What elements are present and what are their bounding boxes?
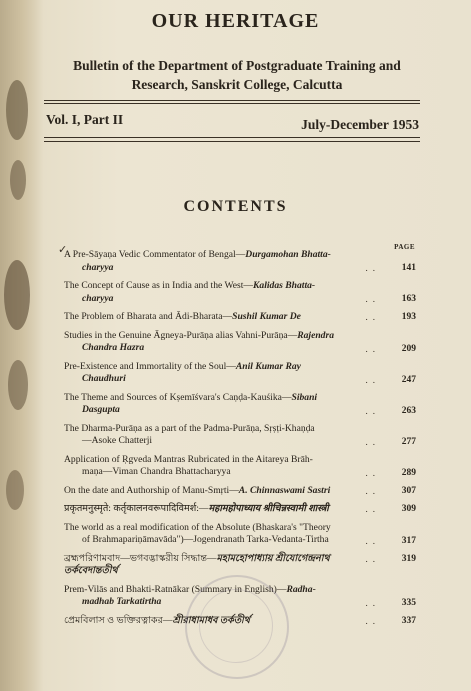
toc-entry-continuation	[64, 293, 416, 306]
page-number: 141	[401, 263, 416, 273]
article-author: Radha-	[286, 583, 316, 595]
toc-entry-title	[64, 249, 416, 262]
page-number: 289	[401, 467, 416, 478]
volume-label: Vol. I, Part II	[46, 112, 124, 127]
page-number: 163	[401, 294, 416, 304]
article-title: Prem-Vilās and Bhakti-Ratnākar (Summary in English)—	[64, 583, 287, 595]
article-title: ব্রহ্মপরিণামবাদ—ভগবদ্ভাস্করীয় সিদ্ধান্ত—	[64, 552, 217, 564]
toc-entry-continuation	[64, 435, 416, 448]
toc-entry-title	[64, 311, 416, 324]
stain	[4, 260, 30, 330]
leader-dots: ..	[365, 312, 380, 322]
article-title: Application of Ṛgveda Mantras Rubricated in the Aitareya Brāh-	[64, 453, 313, 465]
page-number: 263	[401, 405, 416, 416]
article-title: প্রেমবিলাস ও ভক্তিরত্নাকর—	[64, 614, 173, 626]
divider	[44, 103, 420, 104]
article-author: Kalidas Bhatta-	[253, 280, 316, 291]
toc-entry	[64, 454, 416, 479]
article-author: Durgamohan Bhatta-	[245, 249, 331, 260]
leader-dots: ..	[365, 405, 380, 416]
article-title: The Dharma-Purāṇa as a part of the Padma-Purāṇa, Sṛṣṭi-Khaṇḍa	[64, 422, 315, 434]
article-title: The world as a real modification of the Absolute (Bhaskara's "Theory	[64, 521, 331, 533]
pencil-mark: ✓	[58, 244, 68, 256]
toc-entry	[64, 503, 416, 516]
toc-entry-title	[64, 503, 416, 516]
entry-continuation-text: Chaudhuri	[82, 373, 126, 384]
leader-dots: ..	[365, 504, 380, 514]
page-number: 319	[401, 553, 416, 564]
toc-entry-title	[64, 330, 416, 343]
toc-entry-title	[64, 553, 416, 578]
article-author: A. Chinnaswami Sastri	[238, 484, 331, 496]
toc-entry-title	[64, 392, 416, 405]
toc-entry-title	[64, 485, 416, 498]
toc-entry	[64, 485, 416, 498]
entry-continuation-text: Dasgupta	[82, 404, 120, 415]
page-number: 209	[401, 343, 416, 354]
divider	[44, 100, 420, 101]
toc-entry-continuation	[64, 373, 416, 386]
article-title: Pre-Existence and Immortality of the Soul—	[64, 360, 236, 372]
entry-continuation-text: charyya	[82, 292, 114, 304]
article-title: The Problem of Bharata and Ādi-Bharata—	[64, 311, 233, 322]
contents-heading: CONTENTS	[183, 198, 288, 215]
leader-dots: ..	[365, 615, 380, 626]
issue-date: July-December 1953	[301, 117, 419, 132]
page-number: 247	[401, 374, 416, 385]
article-title: Studies in the Genuine Āgneya-Purāṇa alias Vahni-Purāṇa—	[64, 329, 298, 341]
page-number: 309	[401, 504, 416, 514]
article-author: Sibani	[291, 391, 318, 403]
divider	[44, 141, 420, 142]
leader-dots: ..	[365, 553, 380, 564]
toc-entry-continuation	[64, 342, 416, 355]
article-title: A Pre-Sāyaṇa Vedic Commentator of Bengal—	[64, 249, 246, 260]
toc-entry	[64, 522, 416, 547]
stain	[6, 80, 28, 140]
page-title: OUR HERITAGE	[151, 10, 320, 32]
page-number: 337	[401, 615, 416, 626]
toc-entry-title	[64, 361, 416, 374]
page-number: 193	[401, 312, 416, 322]
entry-continuation-text: Chandra Hazra	[82, 342, 145, 353]
leader-dots: ..	[365, 436, 380, 447]
toc-entry	[64, 280, 416, 305]
toc-entry-continuation	[64, 262, 416, 275]
stain	[10, 160, 26, 200]
subtitle-line-2: Research, Sanskrit College, Calcutta	[131, 77, 343, 92]
article-title: The Concept of Cause as in India and the West—	[64, 280, 254, 291]
article-title: On the date and Authorship of Manu-Smṛti—	[64, 484, 239, 496]
article-author: Rajendra	[297, 329, 335, 341]
leader-dots: ..	[365, 343, 380, 354]
toc-entry-continuation	[64, 466, 416, 479]
page-column-label: PAGE	[394, 243, 415, 251]
entry-continuation-text: maṇa—Viman Chandra Bhattacharyya	[82, 466, 231, 477]
leader-dots: ..	[365, 535, 380, 546]
leader-dots: ..	[365, 263, 380, 273]
article-author: Sushil Kumar De	[232, 311, 301, 322]
leader-dots: ..	[365, 374, 380, 385]
subtitle-line-1: Bulletin of the Department of Postgraduate Training and	[73, 58, 401, 73]
bulletin-subtitle	[52, 56, 422, 94]
library-stamp	[185, 575, 289, 679]
toc-entry	[64, 423, 416, 448]
entry-continuation-text: of Brahmapariṇāmavāda")—Jogendranath Tarka-Vedanta-Tirtha	[82, 534, 329, 545]
article-author: মহামহোপাধ্যায় শ্রীযোগেন্দ্রনাথ তর্কবেদান্ততীর্থ	[64, 552, 330, 576]
toc-entry-title	[64, 423, 416, 436]
toc-entry-continuation	[64, 404, 416, 417]
article-author: महामहोपाध्याय श्रीचिन्नस्वामी शास्त्री	[208, 503, 329, 514]
entry-continuation-text: —Asoke Chatterji	[82, 435, 153, 446]
toc-entry	[64, 361, 416, 386]
divider	[44, 137, 420, 138]
page-number: 277	[401, 436, 416, 447]
toc-entry	[64, 311, 416, 324]
toc-entry-continuation	[64, 534, 416, 547]
page-number: 317	[401, 535, 416, 546]
article-author: শ্রীরাধামাধব তর্কতীর্থ	[172, 614, 250, 626]
leader-dots: ..	[365, 485, 380, 496]
toc-entry	[64, 392, 416, 417]
toc-entry-title	[64, 522, 416, 535]
stain	[8, 360, 28, 410]
library-stamp-inner	[199, 589, 273, 663]
toc-entry	[64, 330, 416, 355]
article-title: प्रकृतमनुस्मृते: कर्तृकालनवरूपादिविमर्श:—	[64, 503, 209, 514]
toc-entry-title	[64, 454, 416, 467]
page-number: 335	[401, 597, 416, 608]
entry-continuation-text: charyya	[82, 261, 114, 273]
leader-dots: ..	[365, 597, 380, 608]
leader-dots: ..	[365, 467, 380, 478]
leader-dots: ..	[365, 294, 380, 304]
article-author: Anil Kumar Ray	[235, 360, 301, 372]
toc-entry	[64, 249, 416, 274]
article-title: The Theme and Sources of Kṣemīśvara's Caṇḍa-Kauśika—	[64, 391, 292, 403]
page-number: 307	[401, 485, 416, 496]
toc-entry-title	[64, 280, 416, 293]
toc-entry	[64, 553, 416, 578]
stain	[6, 470, 24, 510]
entry-continuation-text: madhab Tarkatirtha	[82, 596, 162, 607]
